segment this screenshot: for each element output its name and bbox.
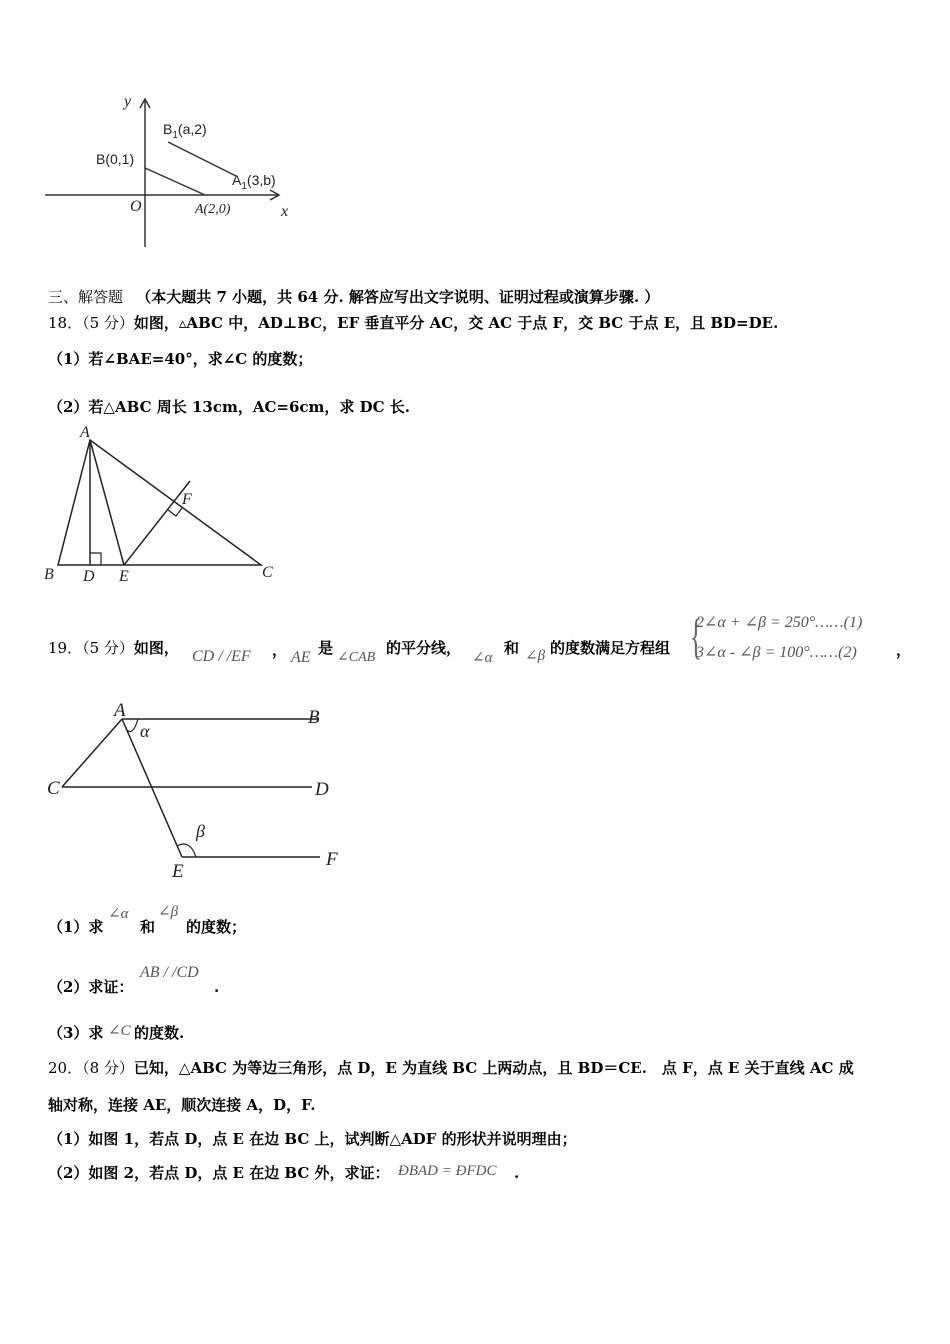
- q19-part2-b: .: [214, 978, 220, 996]
- fig19-alpha: α: [140, 721, 150, 741]
- section-note: （本大题共 7 小题，共 64 分. 解答应写出文字说明、证明过程或演算步骤. ）: [136, 288, 660, 306]
- section-heading: [48, 287, 659, 307]
- q19-angle-alpha: ∠α: [472, 650, 493, 666]
- q18-text: 如图，▵ABC 中，AD⊥BC，EF 垂直平分 AC，交 AC 于点 F，交 BC 于点 E，且 BD=DE.: [133, 314, 779, 332]
- q18-score: （5 分）: [82, 314, 134, 332]
- q20-number: 20．: [48, 1059, 83, 1077]
- q19-part1-beta: ∠β: [158, 904, 179, 920]
- q19-equation-2: 3∠α - ∠β = 100°……(2): [696, 644, 857, 661]
- q18-part1: （1）若∠BAE=40°，求∠C 的度数；: [48, 350, 313, 368]
- q19-cd-parallel-ef: CD / /EF: [192, 648, 251, 665]
- q19-part1-b: 的度数；: [186, 918, 247, 936]
- q18-number: 18．: [48, 314, 83, 332]
- q19-part3-angle: ∠C: [108, 1023, 131, 1039]
- point-a-label: A(2,0): [195, 202, 231, 217]
- q19-part3-b: 的度数.: [134, 1024, 185, 1042]
- q19-system-brace: {: [690, 608, 702, 664]
- q19-eq-lead: 的度数满足方程组: [550, 639, 671, 657]
- q19-bisector: 的平分线，: [386, 639, 462, 657]
- q18-part2: （2）若△ABC 周长 13cm，AC=6cm，求 DC 长.: [48, 398, 411, 416]
- q20-stem-line2: 轴对称，连接 AE，顺次连接 A，D，F.: [48, 1096, 316, 1114]
- q20-part1: （1）如图 1，若点 D，点 E 在边 BC 上，试判断△ADF 的形状并说明理由；: [48, 1130, 577, 1148]
- segment-ac: [62, 719, 122, 787]
- point-b-label: B(0,1): [96, 151, 135, 167]
- q19-he: 和: [504, 639, 520, 657]
- fig19-b: B: [308, 707, 320, 728]
- q19-parallel-figure: [0, 695, 950, 885]
- q19-part2-expr: AB / /CD: [140, 964, 199, 981]
- origin-label: O: [130, 198, 142, 215]
- q19-stem: [48, 638, 179, 658]
- triangle-abc: [58, 440, 261, 565]
- q18-triangle-figure: [0, 420, 950, 590]
- fig19-d: D: [315, 779, 329, 800]
- q19-shi: 是: [318, 639, 334, 657]
- alpha-arc: [127, 719, 138, 732]
- segment-b1a1: [168, 142, 236, 176]
- q19-ae: AE: [291, 649, 311, 666]
- q20-part2-b: .: [514, 1164, 520, 1182]
- segment-ef: [124, 481, 190, 565]
- q20-part2-expr: ÐBAD = ÐFDC: [398, 1163, 497, 1179]
- q18-stem: [48, 313, 778, 333]
- q20-stem1: 已知，△ABC 为等边三角形，点 D，E 为直线 BC 上两动点，且 BD＝CE. 点 F，点 E 关于直线 AC 成: [133, 1059, 854, 1077]
- q19-score: （5 分）: [82, 639, 134, 657]
- point-b1-label: $B_1(a,2)$: [163, 121, 207, 141]
- right-angle-d: [90, 553, 101, 565]
- q20-score: （8 分）: [82, 1059, 134, 1077]
- x-axis-label: x: [281, 203, 289, 220]
- q19-eq-end: ，: [896, 641, 912, 659]
- q20-part2-a: （2）如图 2，若点 D，点 E 在边 BC 外，求证：: [48, 1164, 390, 1182]
- segment-ae: [90, 440, 124, 565]
- coordinate-figure: [0, 0, 950, 260]
- section-title: 三、解答题: [48, 288, 124, 306]
- y-axis-label: y: [124, 93, 132, 110]
- q19-angle-cab: ∠CAB: [337, 650, 376, 665]
- q19-lead: 如图，: [133, 639, 179, 657]
- q19-number: 19．: [48, 639, 83, 657]
- q19-equation-1: 2∠α + ∠β = 250°……(1): [696, 614, 863, 631]
- q19-angle-beta: ∠β: [525, 648, 546, 664]
- fig19-c: C: [47, 778, 60, 799]
- fig18-e: E: [119, 568, 129, 585]
- fig18-b: B: [44, 566, 54, 583]
- right-angle-f: [168, 508, 182, 516]
- fig18-f: F: [182, 491, 192, 508]
- q19-part3-a: （3）求: [48, 1024, 104, 1042]
- q20-stem-line1: [48, 1058, 854, 1078]
- fig19-a: A: [114, 700, 126, 721]
- q19-comma: ，: [272, 641, 288, 659]
- q19-part1-a: （1）求: [48, 918, 104, 936]
- fig18-c: C: [262, 564, 273, 581]
- fig19-beta: β: [196, 821, 205, 841]
- fig19-f: F: [326, 849, 338, 870]
- point-a1-label: $A_1(3,b)$: [232, 172, 276, 192]
- q19-part1-he: 和: [140, 918, 156, 936]
- fig19-e: E: [172, 861, 184, 882]
- fig18-d: D: [83, 568, 95, 585]
- segment-ae: [122, 719, 182, 857]
- q19-part1-alpha: ∠α: [108, 906, 129, 922]
- fig18-a: A: [80, 424, 90, 441]
- q19-part2-a: （2）求证：: [48, 978, 134, 996]
- segment-ba: [145, 168, 205, 195]
